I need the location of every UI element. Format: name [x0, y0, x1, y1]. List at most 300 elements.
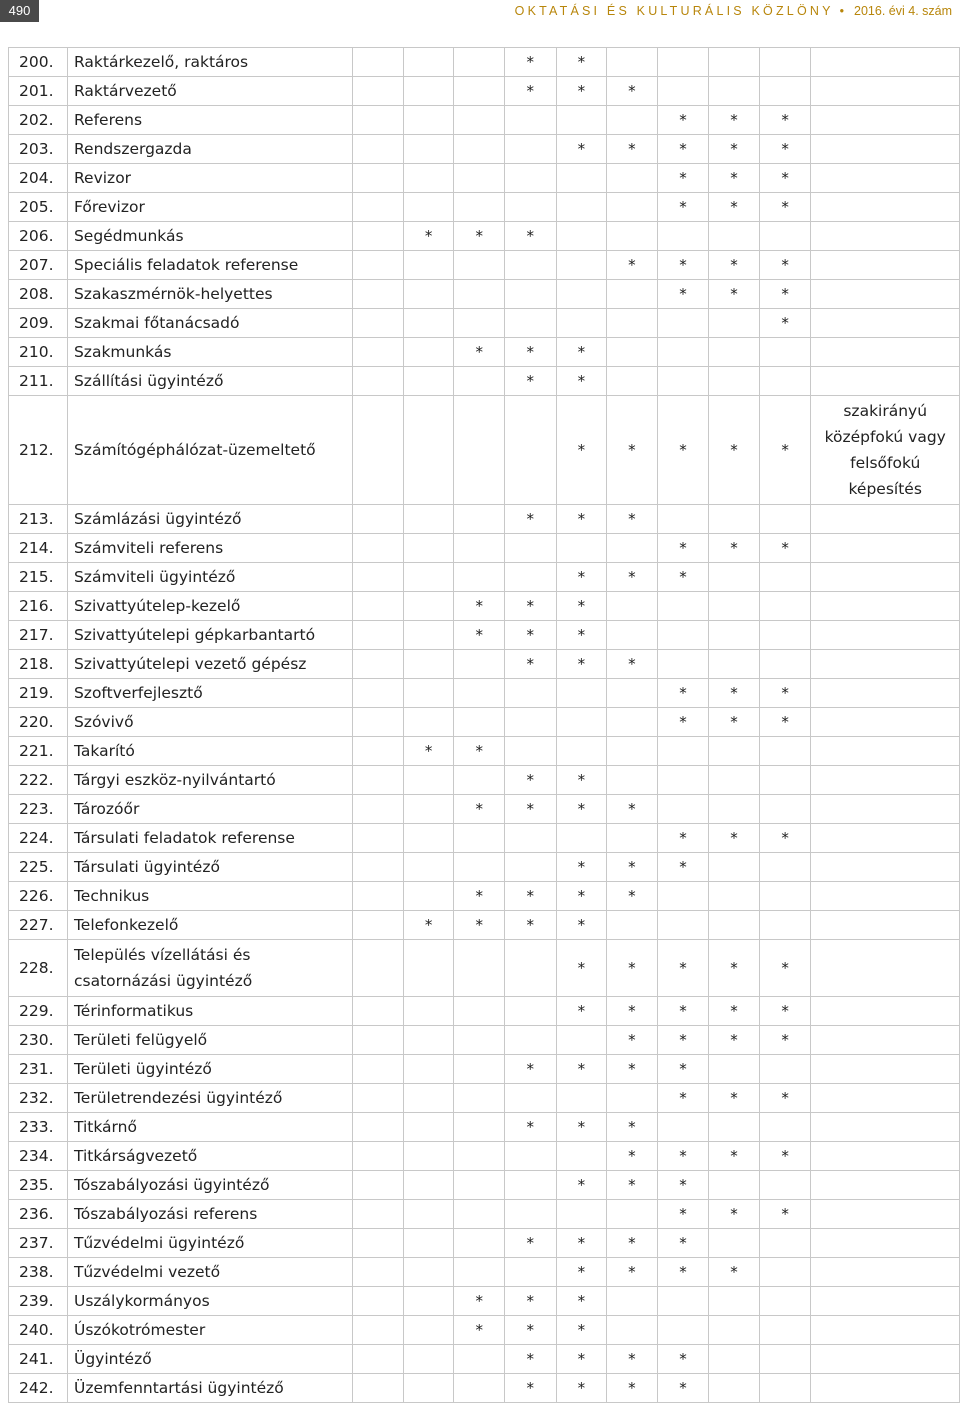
grade-cell-7: *: [657, 1055, 709, 1084]
grade-cell-2: [403, 795, 454, 824]
grade-cell-6: [607, 193, 658, 222]
grade-cell-8: *: [709, 940, 760, 997]
row-number: 201.: [9, 77, 68, 106]
position-name: Számítógéphálózat-üzemeltető: [67, 396, 352, 505]
grade-cell-3: [454, 1345, 505, 1374]
grade-cell-6: [607, 309, 658, 338]
grade-cell-2: [403, 1026, 454, 1055]
grade-cell-1: [353, 367, 404, 396]
qualification-cell: [811, 1026, 960, 1055]
grade-cell-7: *: [657, 1345, 709, 1374]
grade-cell-6: *: [607, 505, 658, 534]
grade-cell-5: *: [556, 766, 607, 795]
grade-cell-5: [556, 737, 607, 766]
grade-cell-5: *: [556, 135, 607, 164]
grade-cell-7: [657, 1316, 709, 1345]
grade-cell-7: *: [657, 1142, 709, 1171]
grade-cell-8: *: [709, 679, 760, 708]
grade-cell-7: *: [657, 1374, 709, 1403]
grade-cell-8: [709, 1374, 760, 1403]
grade-cell-8: *: [709, 1026, 760, 1055]
grade-cell-3: [454, 1374, 505, 1403]
grade-cell-1: [353, 679, 404, 708]
grade-cell-7: [657, 766, 709, 795]
grade-cell-4: *: [505, 77, 557, 106]
grade-cell-9: [759, 853, 811, 882]
grade-cell-2: [403, 1200, 454, 1229]
grade-cell-6: [607, 280, 658, 309]
grade-cell-7: *: [657, 940, 709, 997]
grade-cell-9: [759, 795, 811, 824]
grade-cell-1: [353, 1229, 404, 1258]
grade-cell-5: *: [556, 592, 607, 621]
position-name: Tűzvédelmi ügyintéző: [67, 1229, 352, 1258]
grade-cell-3: *: [454, 911, 505, 940]
grade-cell-9: [759, 1113, 811, 1142]
grade-cell-1: [353, 1287, 404, 1316]
grade-cell-8: [709, 77, 760, 106]
grade-cell-6: [607, 222, 658, 251]
grade-cell-7: [657, 650, 709, 679]
grade-cell-5: [556, 708, 607, 737]
table-row: [9, 621, 960, 650]
grade-cell-7: *: [657, 396, 709, 505]
grade-cell-2: [403, 48, 454, 77]
table-row: [9, 251, 960, 280]
grade-cell-6: [607, 708, 658, 737]
grade-cell-8: *: [709, 1258, 760, 1287]
grade-cell-4: [505, 135, 557, 164]
grade-cell-2: [403, 505, 454, 534]
grade-cell-7: *: [657, 997, 709, 1026]
row-number: 236.: [9, 1200, 68, 1229]
table-row: [9, 48, 960, 77]
position-name: Szóvivő: [67, 708, 352, 737]
grade-cell-3: *: [454, 882, 505, 911]
grade-cell-9: [759, 650, 811, 679]
grade-cell-6: [607, 534, 658, 563]
grade-cell-6: [607, 592, 658, 621]
qualification-cell: [811, 1113, 960, 1142]
grade-cell-3: [454, 708, 505, 737]
grade-cell-4: *: [505, 592, 557, 621]
grade-cell-2: [403, 997, 454, 1026]
grade-cell-3: [454, 251, 505, 280]
qualification-cell: [811, 1171, 960, 1200]
grade-cell-9: [759, 563, 811, 592]
grade-cell-8: *: [709, 997, 760, 1026]
position-name: Település vízellátási és csatornázási ügyintéző: [67, 940, 352, 997]
grade-cell-8: [709, 853, 760, 882]
grade-cell-4: *: [505, 1113, 557, 1142]
grade-cell-7: [657, 911, 709, 940]
grade-cell-1: [353, 1171, 404, 1200]
grade-cell-1: [353, 251, 404, 280]
grade-cell-5: [556, 534, 607, 563]
qualification-cell: [811, 164, 960, 193]
grade-cell-8: [709, 1229, 760, 1258]
row-number: 214.: [9, 534, 68, 563]
table-row: [9, 1287, 960, 1316]
position-name: Titkárságvezető: [67, 1142, 352, 1171]
grade-cell-7: *: [657, 106, 709, 135]
grade-cell-2: [403, 1055, 454, 1084]
grade-cell-9: *: [759, 396, 811, 505]
grade-cell-7: *: [657, 280, 709, 309]
grade-cell-1: [353, 621, 404, 650]
qualification-cell: [811, 280, 960, 309]
grade-cell-8: [709, 48, 760, 77]
grade-cell-1: [353, 338, 404, 367]
journal-title: OKTATÁSI ÉS KULTURÁLIS KÖZLÖNY: [514, 4, 834, 18]
qualification-cell: [811, 708, 960, 737]
grade-cell-1: [353, 853, 404, 882]
grade-cell-1: [353, 650, 404, 679]
grade-cell-7: *: [657, 1084, 709, 1113]
qualification-cell: [811, 1374, 960, 1403]
grade-cell-9: *: [759, 193, 811, 222]
grade-cell-1: [353, 766, 404, 795]
grade-cell-8: [709, 650, 760, 679]
row-number: 242.: [9, 1374, 68, 1403]
row-number: 205.: [9, 193, 68, 222]
row-number: 231.: [9, 1055, 68, 1084]
grade-cell-9: *: [759, 1026, 811, 1055]
grade-cell-7: *: [657, 164, 709, 193]
grade-cell-1: [353, 396, 404, 505]
grade-cell-9: [759, 621, 811, 650]
grade-cell-5: *: [556, 1229, 607, 1258]
position-name: Tűzvédelmi vezető: [67, 1258, 352, 1287]
grade-cell-2: [403, 1316, 454, 1345]
qualification-cell: [811, 940, 960, 997]
row-number: 228.: [9, 940, 68, 997]
grade-cell-5: *: [556, 621, 607, 650]
grade-cell-2: [403, 280, 454, 309]
separator-dot: •: [839, 4, 845, 18]
grade-cell-9: *: [759, 164, 811, 193]
qualification-cell: [811, 1287, 960, 1316]
grade-cell-7: [657, 795, 709, 824]
qualification-cell: [811, 505, 960, 534]
grade-cell-3: [454, 1055, 505, 1084]
grade-cell-9: *: [759, 1142, 811, 1171]
position-name: Társulati ügyintéző: [67, 853, 352, 882]
grade-cell-7: *: [657, 1258, 709, 1287]
table-row: [9, 853, 960, 882]
grade-cell-1: [353, 309, 404, 338]
table-row: [9, 1084, 960, 1113]
table-row: [9, 650, 960, 679]
page-number: 490: [0, 0, 39, 22]
grade-cell-7: *: [657, 193, 709, 222]
grade-cell-4: [505, 824, 557, 853]
grade-cell-9: [759, 911, 811, 940]
grade-cell-9: [759, 1316, 811, 1345]
grade-cell-3: [454, 1229, 505, 1258]
job-positions-table: [8, 47, 960, 1403]
grade-cell-6: [607, 1200, 658, 1229]
row-number: 213.: [9, 505, 68, 534]
grade-cell-3: [454, 1171, 505, 1200]
grade-cell-9: [759, 338, 811, 367]
grade-cell-2: [403, 534, 454, 563]
qualification-cell: [811, 1345, 960, 1374]
grade-cell-4: [505, 853, 557, 882]
grade-cell-7: [657, 309, 709, 338]
grade-cell-9: *: [759, 534, 811, 563]
grade-cell-9: [759, 1258, 811, 1287]
grade-cell-3: *: [454, 1316, 505, 1345]
grade-cell-6: *: [607, 77, 658, 106]
grade-cell-4: [505, 106, 557, 135]
grade-cell-9: *: [759, 309, 811, 338]
grade-cell-1: [353, 737, 404, 766]
grade-cell-6: *: [607, 795, 658, 824]
position-name: Tározóőr: [67, 795, 352, 824]
grade-cell-3: *: [454, 222, 505, 251]
table-row: [9, 563, 960, 592]
grade-cell-5: *: [556, 882, 607, 911]
position-name: Területrendezési ügyintéző: [67, 1084, 352, 1113]
position-name: Üzemfenntartási ügyintéző: [67, 1374, 352, 1403]
grade-cell-2: [403, 193, 454, 222]
grade-cell-1: [353, 1026, 404, 1055]
grade-cell-8: [709, 795, 760, 824]
grade-cell-6: [607, 1084, 658, 1113]
grade-cell-4: *: [505, 911, 557, 940]
grade-cell-7: [657, 505, 709, 534]
grade-cell-9: *: [759, 251, 811, 280]
grade-cell-3: [454, 77, 505, 106]
grade-cell-3: [454, 396, 505, 505]
grade-cell-2: *: [403, 222, 454, 251]
row-number: 239.: [9, 1287, 68, 1316]
grade-cell-9: [759, 222, 811, 251]
table-row: [9, 1142, 960, 1171]
qualification-cell: [811, 1200, 960, 1229]
grade-cell-4: *: [505, 1345, 557, 1374]
grade-cell-7: *: [657, 708, 709, 737]
grade-cell-3: [454, 853, 505, 882]
qualification-cell: [811, 824, 960, 853]
table-row: [9, 77, 960, 106]
grade-cell-1: [353, 1316, 404, 1345]
grade-cell-4: [505, 679, 557, 708]
table-row: [9, 193, 960, 222]
grade-cell-6: *: [607, 1026, 658, 1055]
grade-cell-8: [709, 563, 760, 592]
grade-cell-8: [709, 1316, 760, 1345]
grade-cell-2: [403, 824, 454, 853]
grade-cell-4: *: [505, 1287, 557, 1316]
position-name: Raktárkezelő, raktáros: [67, 48, 352, 77]
grade-cell-3: [454, 106, 505, 135]
qualification-cell: [811, 563, 960, 592]
position-name: Ügyintéző: [67, 1345, 352, 1374]
grade-cell-8: *: [709, 824, 760, 853]
grade-cell-6: [607, 679, 658, 708]
grade-cell-2: [403, 766, 454, 795]
grade-cell-5: [556, 106, 607, 135]
grade-cell-4: *: [505, 1316, 557, 1345]
grade-cell-5: *: [556, 853, 607, 882]
grade-cell-8: [709, 592, 760, 621]
grade-cell-3: [454, 534, 505, 563]
grade-cell-3: *: [454, 592, 505, 621]
row-number: 220.: [9, 708, 68, 737]
table-row: [9, 396, 960, 505]
grade-cell-6: *: [607, 1345, 658, 1374]
grade-cell-2: [403, 396, 454, 505]
grade-cell-7: *: [657, 1026, 709, 1055]
table-row: [9, 106, 960, 135]
grade-cell-8: [709, 1345, 760, 1374]
grade-cell-8: [709, 621, 760, 650]
grade-cell-2: [403, 1084, 454, 1113]
grade-cell-1: [353, 563, 404, 592]
grade-cell-9: *: [759, 106, 811, 135]
grade-cell-6: *: [607, 563, 658, 592]
grade-cell-9: [759, 48, 811, 77]
grade-cell-9: *: [759, 940, 811, 997]
grade-cell-8: [709, 882, 760, 911]
grade-cell-3: *: [454, 795, 505, 824]
grade-cell-2: [403, 77, 454, 106]
grade-cell-2: [403, 650, 454, 679]
grade-cell-3: [454, 1026, 505, 1055]
grade-cell-4: *: [505, 367, 557, 396]
row-number: 207.: [9, 251, 68, 280]
table-row: [9, 135, 960, 164]
position-name: Szoftverfejlesztő: [67, 679, 352, 708]
grade-cell-8: [709, 766, 760, 795]
grade-cell-5: *: [556, 338, 607, 367]
grade-cell-8: [709, 338, 760, 367]
grade-cell-6: *: [607, 882, 658, 911]
grade-cell-7: *: [657, 853, 709, 882]
qualification-cell: [811, 367, 960, 396]
grade-cell-1: [353, 911, 404, 940]
table-row: [9, 708, 960, 737]
grade-cell-7: [657, 592, 709, 621]
grade-cell-5: *: [556, 1374, 607, 1403]
grade-cell-1: [353, 1113, 404, 1142]
grade-cell-1: [353, 1345, 404, 1374]
row-number: 200.: [9, 48, 68, 77]
table-row: [9, 679, 960, 708]
grade-cell-2: [403, 1229, 454, 1258]
grade-cell-5: [556, 824, 607, 853]
table-row: [9, 997, 960, 1026]
grade-cell-6: [607, 106, 658, 135]
grade-cell-4: *: [505, 338, 557, 367]
grade-cell-2: [403, 679, 454, 708]
grade-cell-9: [759, 1374, 811, 1403]
grade-cell-5: *: [556, 795, 607, 824]
qualification-cell: [811, 135, 960, 164]
position-name: Számviteli referens: [67, 534, 352, 563]
table-row: [9, 222, 960, 251]
table-row: [9, 940, 960, 997]
grade-cell-1: [353, 882, 404, 911]
position-name: Szivattyútelepi gépkarbantartó: [67, 621, 352, 650]
grade-cell-5: *: [556, 1316, 607, 1345]
row-number: 209.: [9, 309, 68, 338]
grade-cell-2: [403, 1287, 454, 1316]
position-name: Tárgyi eszköz-nyilvántartó: [67, 766, 352, 795]
grade-cell-1: [353, 1084, 404, 1113]
grade-cell-4: [505, 193, 557, 222]
grade-cell-2: [403, 1113, 454, 1142]
grade-cell-9: [759, 1171, 811, 1200]
row-number: 241.: [9, 1345, 68, 1374]
row-number: 230.: [9, 1026, 68, 1055]
grade-cell-3: [454, 505, 505, 534]
grade-cell-6: *: [607, 650, 658, 679]
row-number: 233.: [9, 1113, 68, 1142]
grade-cell-4: *: [505, 650, 557, 679]
grade-cell-5: [556, 193, 607, 222]
grade-cell-5: [556, 164, 607, 193]
grade-cell-3: *: [454, 1287, 505, 1316]
grade-cell-6: *: [607, 853, 658, 882]
grade-cell-9: [759, 1345, 811, 1374]
position-name: Revizor: [67, 164, 352, 193]
table-row: [9, 1200, 960, 1229]
row-number: 212.: [9, 396, 68, 505]
grade-cell-7: *: [657, 824, 709, 853]
grade-cell-9: [759, 1287, 811, 1316]
grade-cell-7: *: [657, 1200, 709, 1229]
grade-cell-8: [709, 1287, 760, 1316]
grade-cell-9: [759, 1229, 811, 1258]
grade-cell-6: *: [607, 1055, 658, 1084]
table-row: [9, 1171, 960, 1200]
grade-cell-6: [607, 824, 658, 853]
row-number: 204.: [9, 164, 68, 193]
table-row: [9, 164, 960, 193]
row-number: 235.: [9, 1171, 68, 1200]
grade-cell-5: *: [556, 1055, 607, 1084]
grade-cell-6: *: [607, 1258, 658, 1287]
grade-cell-9: *: [759, 679, 811, 708]
grade-cell-5: [556, 1200, 607, 1229]
position-name: Titkárnő: [67, 1113, 352, 1142]
grade-cell-4: [505, 1084, 557, 1113]
row-number: 222.: [9, 766, 68, 795]
qualification-cell: [811, 621, 960, 650]
grade-cell-2: [403, 940, 454, 997]
grade-cell-4: [505, 534, 557, 563]
table-row: [9, 1258, 960, 1287]
position-name: Szállítási ügyintéző: [67, 367, 352, 396]
grade-cell-2: [403, 251, 454, 280]
grade-cell-8: [709, 1171, 760, 1200]
grade-cell-6: [607, 621, 658, 650]
table-row: [9, 280, 960, 309]
grade-cell-4: [505, 280, 557, 309]
table-row: [9, 911, 960, 940]
grade-cell-6: [607, 911, 658, 940]
grade-cell-4: [505, 1026, 557, 1055]
grade-cell-9: [759, 737, 811, 766]
grade-cell-4: [505, 1142, 557, 1171]
grade-cell-2: [403, 1345, 454, 1374]
grade-cell-9: *: [759, 708, 811, 737]
grade-cell-9: *: [759, 280, 811, 309]
grade-cell-6: [607, 1287, 658, 1316]
